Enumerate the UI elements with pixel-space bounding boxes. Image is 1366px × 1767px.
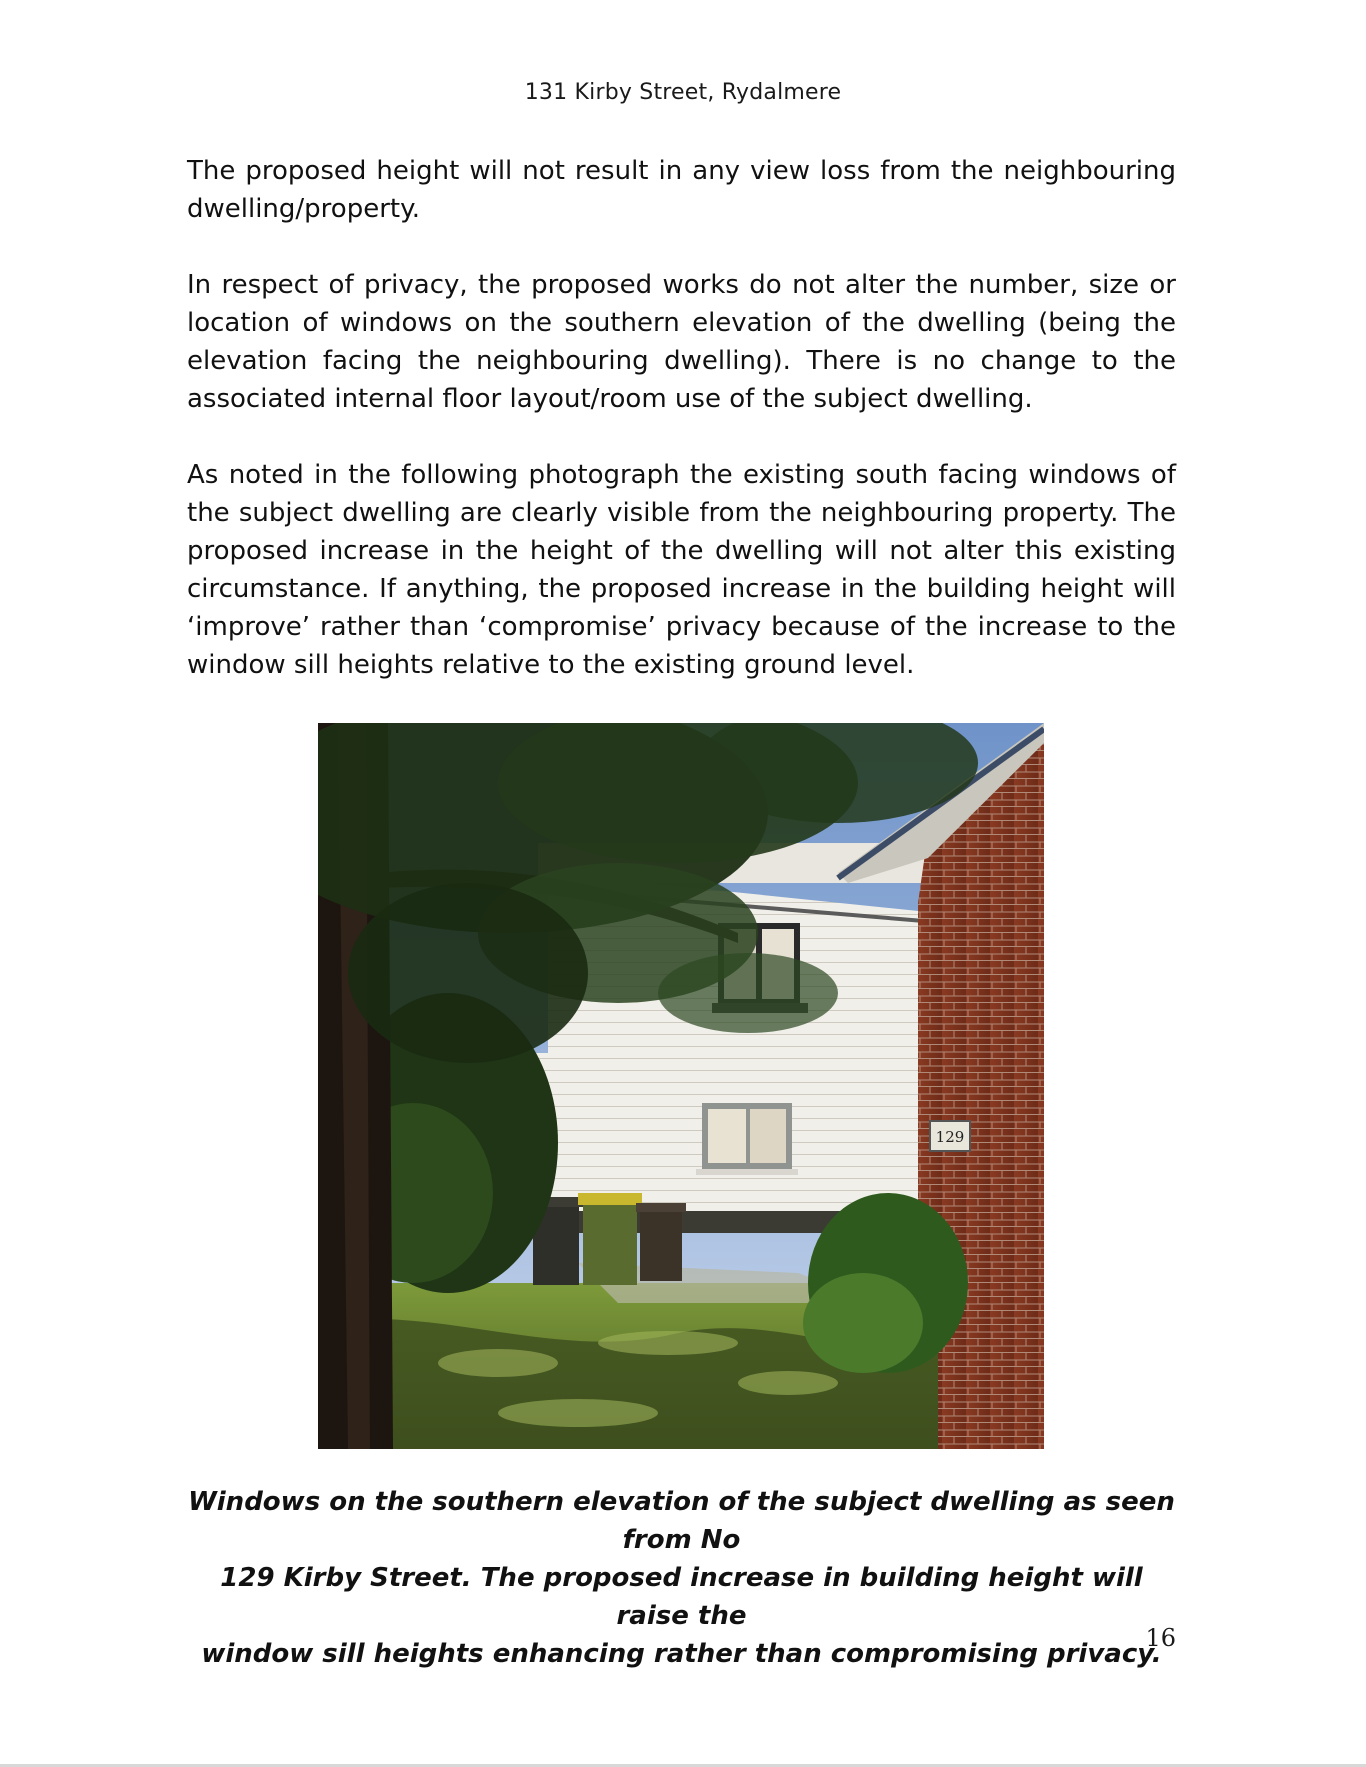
paragraph-text: As noted in the following photograph the existing south facing windows of the subject dwelling are clearly visible from the neighbouring property. The proposed increase in the height of the dwelling will not alter this existing circumstance. If anything, the proposed increase in the building height will ‘improve’ rather than ‘compromise’ privacy because of the increase to the window sill heights relative to the existing ground level.	[187, 460, 1176, 680]
paragraph-text: The proposed height will not result in any view loss from the neighbouring dwelling/property.	[187, 156, 1176, 224]
caption-line: Windows on the southern elevation of the subject dwelling as seen from No	[188, 1487, 1175, 1555]
photo-illustration	[318, 723, 1044, 1449]
house-number-text: 129	[935, 1128, 965, 1146]
page-number: 16	[1145, 1624, 1176, 1652]
paragraph-photograph-note	[187, 456, 1176, 684]
photo-caption	[187, 1483, 1176, 1673]
paragraph-view-loss	[187, 152, 1176, 228]
dwelling-photograph	[318, 723, 1044, 1449]
running-header: 131 Kirby Street, Rydalmere	[524, 80, 842, 105]
garbage-bins	[528, 1193, 686, 1285]
caption-line: 129 Kirby Street. The proposed increase in building height will raise the	[220, 1563, 1143, 1631]
caption-line: window sill heights enhancing rather than compromising privacy.	[201, 1639, 1162, 1669]
paragraph-text: In respect of privacy, the proposed works do not alter the number, size or location of windows on the southern elevation of the dwelling (being the elevation facing the neighbouring dwelling). There is no change to the associated internal floor layout/room use of the subject dwelling.	[187, 270, 1176, 414]
paragraph-privacy	[187, 266, 1176, 418]
